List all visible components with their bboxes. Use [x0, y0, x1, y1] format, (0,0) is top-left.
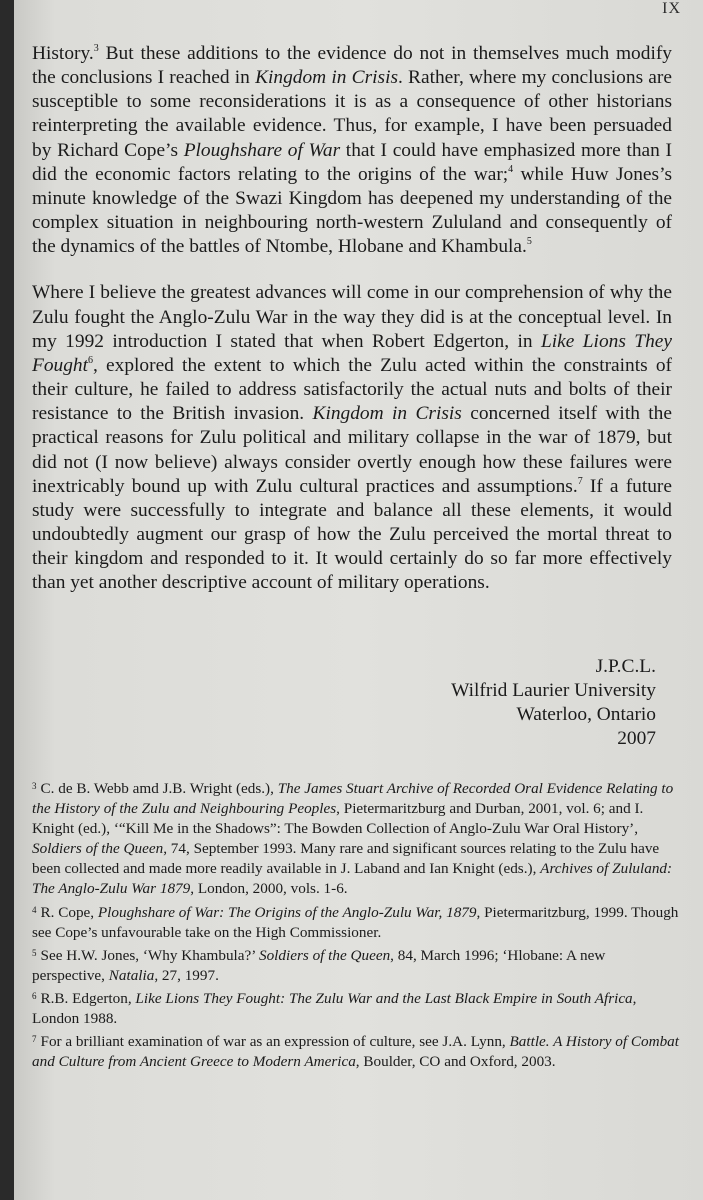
footnote-ref: 6 [88, 354, 94, 366]
footnote-number: 4 [32, 904, 37, 915]
text-run: that I could have emphasized more than I did the economic factors relating to the origins of the war; [32, 139, 672, 185]
footnote [32, 1029, 682, 1072]
footnote [32, 943, 682, 986]
footnote-number: 3 [32, 781, 37, 791]
text-run: . Rather, where my conclusions are susceptible to some reconsiderations it is as a consequence of other historians reinterpreting the available evidence. Thus, for example, I have been persuaded by Richard Cope’s [32, 67, 672, 161]
text-run: History. [32, 43, 94, 64]
italic-title: Natalia [108, 966, 155, 984]
author-initials: J.P.C.L. [595, 656, 656, 677]
text-run: , explored the extent to which the Zulu acted within the constraints of their culture, he failed to address satisfactorily the actual nuts and bolts of their resistance to the British invasion. [32, 354, 672, 425]
italic-title: Soldiers of the Queen [32, 840, 164, 858]
footnote-ref: 7 [577, 475, 583, 487]
footnote-number: 7 [32, 1034, 37, 1045]
text-run: But these additions to the evidence do not in themselves much modify the conclusions I reached in [32, 43, 672, 89]
italic-title: Ploughshare of War [183, 139, 341, 161]
text-run: while Huw Jones’s minute knowledge of the Swazi Kingdom has deepened my understanding of the complex situation in neighbouring north-western Zululand and consequently of the dynamics of the battles of Ntombe, Hlobane and Khambula. [32, 163, 672, 258]
italic-title: Soldiers of the Queen [258, 946, 391, 964]
paragraph [32, 42, 672, 259]
text-run: , 84, March 1996; ‘Hlobane: A new perspective, [32, 946, 606, 984]
page-number: IX [662, 0, 681, 17]
footnote [32, 900, 682, 943]
italic-title: Archives of Zululand: The Anglo-Zulu War 1879 [32, 860, 673, 898]
footnote-number: 6 [32, 990, 37, 1001]
text-run: C. de B. Webb amd J.B. Wright (eds.), [40, 780, 278, 797]
footnote [32, 986, 682, 1029]
footnote-ref: 3 [93, 43, 99, 54]
text-run: If a future study were successfully to integrate and balance all these elements, it would undoubtedly augment our grasp of how the Zulu perceived the mortal threat to their kingdom and responded to it. It would certainly do so far more effectively than yet another descriptive account of military operations. [32, 475, 672, 594]
signoff-year: 2007 [617, 728, 656, 749]
footnote-ref: 5 [526, 236, 532, 248]
footnote [32, 776, 682, 900]
italic-title: Battle. A History of Combat and Culture from Ancient Greece to Modern America [32, 1033, 679, 1071]
italic-title: Ploughshare of War: The Origins of the Anglo-Zulu War, 1879 [97, 903, 477, 921]
paragraph [32, 281, 672, 595]
author-place: Waterloo, Ontario [516, 704, 656, 725]
author-signoff [451, 655, 656, 751]
text-run: , London 1988. [32, 989, 637, 1028]
text-run: Where I believe the greatest advances will come in our comprehension of why the Zulu fought the Anglo-Zulu War in the way they did is at the conceptual level. In my 1992 introduction I stated that when Robert Edgerton, in [32, 282, 672, 352]
italic-title: The James Stuart Archive of Recorded Oral Evidence Relating to the History of the Zulu and Neighbouring Peoples [32, 780, 674, 818]
footnotes [32, 776, 682, 1072]
italic-title: Kingdom in Crisis [312, 403, 462, 425]
book-page [14, 0, 703, 1200]
text-run: , Boulder, CO and Oxford, 2003. [355, 1053, 556, 1071]
italic-title: Like Lions They Fought [32, 330, 672, 376]
text-run: , Pietermaritzburg, 1999. Though see Cope’s unfavourable take on the High Commissioner. [32, 903, 679, 941]
footnote-ref: 4 [508, 163, 514, 175]
italic-title: Like Lions They Fought: The Zulu War and the Last Black Empire in South Africa [135, 989, 633, 1007]
text-run: , Pietermaritzburg and Durban, 2001, vol. 6; and I. Knight (ed.), ‘“Kill Me in the Shadows”: The Bowden Collection of Anglo-Zulu War Oral History’, [32, 800, 644, 838]
text-run: R. Cope, [40, 903, 98, 921]
text-run: concerned itself with the practical reasons for Zulu political and military collapse in the war of 1879, but did not (I now believe) always consider overtly enough how these failures were inextricably bound up with Zulu cultural practices and assumptions. [32, 403, 672, 497]
footnote-number: 5 [32, 947, 37, 958]
text-run: R.B. Edgerton, [40, 989, 136, 1007]
body-text [32, 42, 672, 595]
text-run: , 27, 1997. [154, 966, 219, 984]
text-run: For a brilliant examination of war as an expression of culture, see J.A. Lynn, [40, 1033, 510, 1051]
italic-title: Kingdom in Crisis [255, 67, 398, 89]
author-institution: Wilfrid Laurier University [451, 680, 656, 701]
text-run: See H.W. Jones, ‘Why Khambula?’ [40, 946, 259, 964]
text-run: , 74, September 1993. Many rare and significant sources relating to the Zulu have been collected and made more readily available in J. Laband and Ian Knight (eds.), [32, 840, 660, 878]
text-run: , London, 2000, vols. 1-6. [190, 880, 348, 898]
